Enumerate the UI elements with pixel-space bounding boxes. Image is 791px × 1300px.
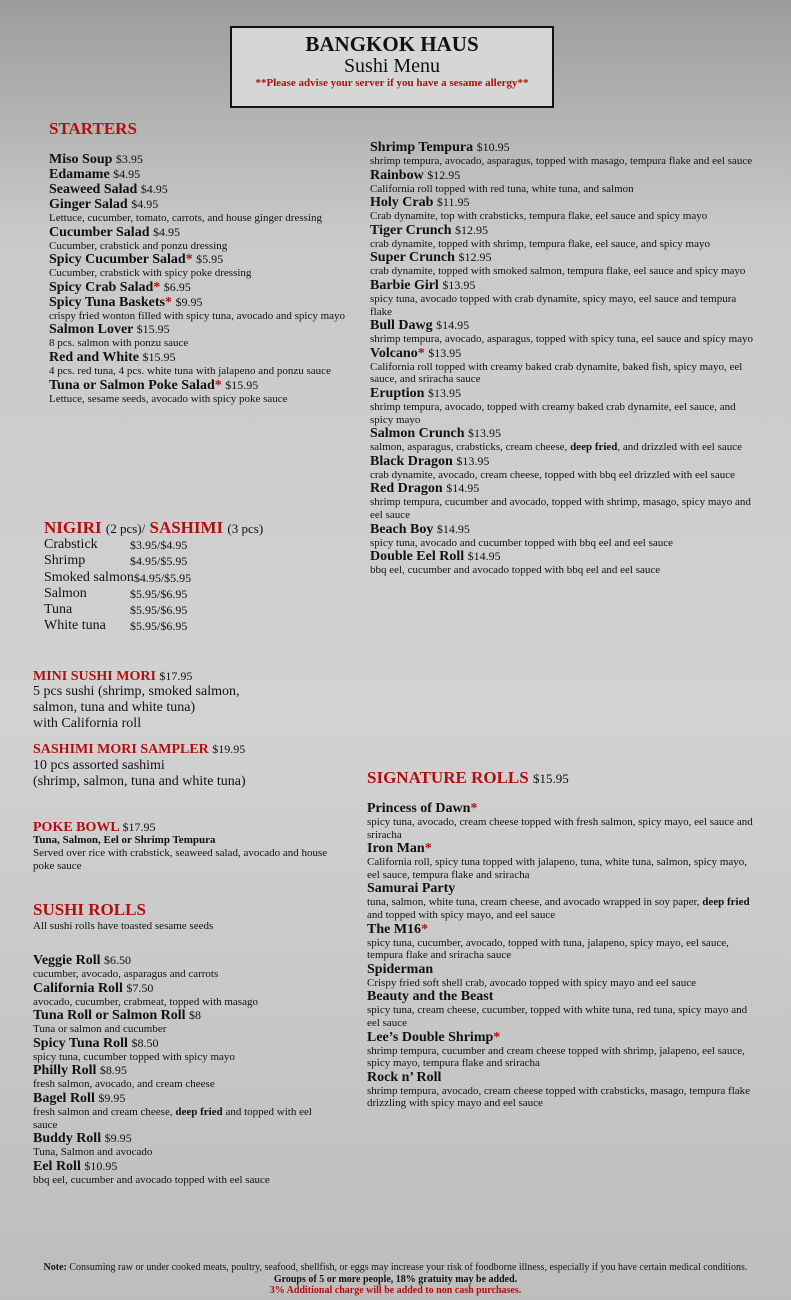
item-name: Holy Crab <box>370 195 434 211</box>
starters-list <box>49 152 349 405</box>
menu-item <box>49 350 349 378</box>
desc-part: , and drizzled with eel sauce <box>617 441 743 454</box>
menu-item-header <box>33 1063 323 1078</box>
item-name: Edamame <box>49 167 110 182</box>
item-description: California roll, spicy tuna topped with jalapeno, tuna, white tuna, salmon, spicy mayo, eel sauce, tempura flake and sriracha <box>367 856 748 881</box>
desc-emphasis: deep fried <box>570 441 618 454</box>
menu-item <box>367 922 757 962</box>
item-description: crab dynamite, topped with shrimp, tempura flake, eel sauce, and spicy mayo <box>370 237 710 250</box>
item-price: $15.95 <box>142 349 176 364</box>
item-name: California Roll <box>33 980 123 996</box>
nigiri-name: Salmon <box>44 585 87 601</box>
menu-item <box>49 295 349 323</box>
menu-subtitle: Sushi Menu <box>343 55 441 77</box>
menu-item-header <box>370 454 755 469</box>
item-price: $8.95 <box>99 1063 127 1078</box>
menu-item-header <box>367 922 757 937</box>
item-description: bbq eel, cucumber and avocado topped with eel sauce <box>33 1173 270 1186</box>
item-name: Spiderman <box>367 961 434 977</box>
menu-item <box>367 1070 757 1110</box>
menu-item-header <box>367 962 757 977</box>
item-price: $9.95 <box>98 1090 126 1105</box>
item-description: shrimp tempura, cucumber and avocado, topped with shrimp, masago, spicy mayo and eel sauce <box>370 496 751 521</box>
nigiri-price: $4.95/$5.95 <box>133 570 192 585</box>
item-description: spicy tuna, avocado topped with crab dynamite, spicy mayo, eel sauce and tempura flake <box>370 292 737 318</box>
desc-emphasis: deep fried <box>175 1105 223 1118</box>
item-price: $14.95 <box>446 481 480 496</box>
food-safety-note <box>40 1262 751 1285</box>
menu-item <box>33 1131 323 1159</box>
item-price: $4.95 <box>131 197 159 211</box>
nigiri-row <box>44 537 191 553</box>
nigiri-row <box>44 618 191 634</box>
item-description: crab dynamite, topped with smoked salmon, tempura flake, eel sauce and spicy mayo <box>370 265 746 278</box>
menu-item <box>33 1063 323 1091</box>
item-description: avocado, cucumber, crabmeat, topped with masago <box>33 995 258 1008</box>
item-name: Buddy Roll <box>33 1131 102 1147</box>
menu-item <box>370 168 755 196</box>
item-description: spicy tuna, avocado and cucumber topped with bbq eel and eel sauce <box>370 536 673 549</box>
menu-item-header <box>33 1036 323 1051</box>
item-description: spicy tuna, cucumber, avocado, topped with tuna, jalapeno, spicy mayo, eel sauce, tempura flake and sriracha sauce <box>367 936 729 962</box>
menu-item-header <box>370 522 755 537</box>
menu-item-header <box>370 140 755 155</box>
menu-item-header <box>49 197 349 212</box>
menu-item <box>49 197 349 225</box>
menu-item <box>33 1091 323 1131</box>
item-description: Crab dynamite, top with crabsticks, tempura flake, eel sauce and spicy mayo <box>370 210 708 223</box>
item-name: Rainbow <box>370 167 424 183</box>
signature-rolls-heading <box>367 768 569 789</box>
item-description: crab dynamite, avocado, cream cheese, topped with bbq eel drizzled with eel sauce <box>370 468 735 481</box>
menu-item <box>33 953 323 981</box>
menu-item-header <box>370 318 755 333</box>
mini-sushi-mori-desc <box>33 684 240 732</box>
item-name: Miso Soup <box>49 152 113 167</box>
menu-item-header <box>367 881 757 896</box>
signature-rolls-price: $15.95 <box>532 771 569 786</box>
item-name: Tuna or Salmon Poke Salad <box>49 377 215 393</box>
sushi-rolls-heading: SUSHI ROLLS <box>33 900 146 919</box>
item-description: Cucumber, crabstick with spicy poke dressing <box>49 267 252 280</box>
item-name: Salmon Crunch <box>370 426 465 442</box>
menu-item-header <box>367 1070 757 1085</box>
menu-item-header <box>370 250 755 265</box>
item-name: Red and White <box>49 349 139 365</box>
menu-item-header <box>49 322 349 337</box>
menu-item <box>370 278 755 318</box>
poke-bowl-title: POKE BOWL <box>33 820 119 835</box>
item-price: $13.95 <box>427 385 461 400</box>
poke-bowl-body <box>33 834 333 872</box>
menu-item <box>49 182 349 197</box>
menu-item <box>370 481 755 521</box>
item-price: $13.95 <box>442 277 476 292</box>
item-name: Beauty and the Beast <box>367 989 494 1005</box>
desc-part: fresh salmon and cream cheese, <box>33 1105 176 1118</box>
menu-item <box>370 522 755 550</box>
menu-item <box>367 881 757 921</box>
menu-item <box>367 1030 757 1070</box>
desc-part: and topped with spicy mayo, and eel sauce <box>367 908 556 921</box>
spicy-star: * <box>214 377 222 393</box>
menu-item <box>367 989 757 1029</box>
menu-item <box>49 167 349 182</box>
sashimi-sampler-desc <box>33 758 246 790</box>
specialty-rolls-list <box>370 140 755 577</box>
menu-item-header <box>370 386 755 401</box>
item-name: Seaweed Salad <box>49 182 138 197</box>
note-text: Consuming raw or under cooked meats, poultry, seafood, shellfish, or eggs may increase your risk of foodborne illness, especially if you have certain medical conditions. <box>66 1262 748 1273</box>
menu-item <box>33 1008 323 1036</box>
menu-item <box>49 252 349 280</box>
mini-mori-line: with California roll <box>33 716 142 731</box>
menu-item <box>370 223 755 251</box>
item-description: spicy tuna, cream cheese, cucumber, topped with white tuna, red tuna, spicy mayo and eel sauce <box>367 1004 748 1029</box>
menu-item <box>33 1159 323 1187</box>
item-name: Tiger Crunch <box>370 222 452 238</box>
nigiri-heading: NIGIRI <box>44 518 102 537</box>
menu-item-header <box>370 278 755 293</box>
nigiri-price: $5.95/$6.95 <box>130 586 188 601</box>
mini-sushi-mori-price: $17.95 <box>159 669 193 683</box>
menu-item <box>49 280 349 295</box>
menu-item-header <box>33 953 323 968</box>
item-price: $13.95 <box>456 453 490 468</box>
nigiri-sashimi-heading <box>44 518 263 539</box>
item-price: $14.95 <box>436 521 470 536</box>
menu-item <box>367 962 757 990</box>
menu-item-header <box>33 981 323 996</box>
item-price: $14.95 <box>436 318 470 333</box>
item-name: Iron Man <box>367 841 425 857</box>
menu-item <box>370 346 755 386</box>
item-name: Red Dragon <box>370 481 443 497</box>
item-name: Eel Roll <box>33 1158 81 1174</box>
menu-item <box>370 318 755 346</box>
nigiri-price: $3.95/$4.95 <box>130 538 188 552</box>
menu-item-header <box>49 295 349 310</box>
item-name: Double Eel Roll <box>370 549 465 565</box>
item-name: Lee’s Double Shrimp <box>367 1029 494 1045</box>
item-name: Veggie Roll <box>33 953 101 968</box>
item-name: Cucumber Salad <box>49 224 150 240</box>
sashimi-heading: SASHIMI <box>149 518 224 537</box>
item-name: Spicy Cucumber Salad <box>49 252 186 268</box>
footer-note <box>40 1262 751 1297</box>
menu-item-header <box>49 167 349 182</box>
item-price: $6.50 <box>104 953 132 967</box>
menu-item-header <box>367 801 757 816</box>
signature-rolls-list <box>367 801 757 1110</box>
menu-item <box>370 140 755 168</box>
menu-item-header <box>367 1030 757 1045</box>
menu-item-header <box>49 350 349 365</box>
sashimi-pcs: (3 pcs) <box>227 521 264 536</box>
desc-part: tuna, salmon, white tuna, cream cheese, and avocado wrapped in soy paper, <box>367 896 703 909</box>
nigiri-name: Smoked salmon <box>44 569 134 585</box>
poke-bowl-desc: Served over rice with crabstick, seaweed salad, avocado and house poke sauce <box>33 847 328 872</box>
spicy-star: * <box>470 801 478 816</box>
menu-item <box>367 841 757 881</box>
item-name: Beach Boy <box>370 521 434 537</box>
item-name: Spicy Tuna Baskets <box>49 294 165 310</box>
menu-item-header <box>33 1091 323 1106</box>
menu-item <box>33 1036 323 1064</box>
nigiri-row <box>44 602 191 618</box>
nigiri-row <box>44 586 191 602</box>
item-description: Crispy fried soft shell crab, avocado topped with spicy mayo and eel sauce <box>367 976 696 989</box>
item-name: Super Crunch <box>370 250 455 266</box>
item-description: spicy tuna, avocado, cream cheese topped with fresh salmon, spicy mayo, eel sauce and sriracha <box>367 816 753 841</box>
menu-item <box>370 454 755 482</box>
surcharge-note: 3% Additional charge will be added to non cash purchases. <box>269 1285 522 1296</box>
menu-item-header <box>370 481 755 496</box>
item-price: $3.95 <box>115 152 143 166</box>
menu-item <box>370 250 755 278</box>
item-name: Tuna Roll or Salmon Roll <box>33 1008 186 1024</box>
nigiri-name: White tuna <box>44 618 106 634</box>
item-price: $10.95 <box>84 1158 118 1173</box>
item-price: $6.95 <box>163 279 191 294</box>
item-description: Lettuce, sesame seeds, avocado with spicy poke sauce <box>49 392 288 405</box>
item-price: $12.95 <box>427 167 461 182</box>
item-name: Eruption <box>370 385 425 401</box>
note-label: Note: <box>43 1262 67 1273</box>
menu-item-header <box>370 195 755 210</box>
menu-item <box>49 378 349 406</box>
menu-item-header <box>33 1131 323 1146</box>
item-name: Bull Dawg <box>370 318 433 334</box>
menu-item <box>367 801 757 841</box>
menu-item-header <box>49 225 349 240</box>
menu-item <box>33 981 323 1009</box>
item-description: crispy fried wonton filled with spicy tuna, avocado and spicy mayo <box>49 309 346 322</box>
mini-sushi-mori-title: MINI SUSHI MORI <box>33 669 156 684</box>
menu-item-header <box>49 152 349 167</box>
item-name: The M16 <box>367 921 422 937</box>
nigiri-price-list <box>44 537 191 635</box>
nigiri-name: Crabstick <box>44 537 98 552</box>
gratuity-note: Groups of 5 or more people, 18% gratuity may be added. <box>273 1273 518 1285</box>
sashimi-sampler-price: $19.95 <box>212 742 246 756</box>
desc-part: and topped with eel sauce <box>33 1105 312 1131</box>
item-description: fresh salmon, avocado, and cream cheese <box>33 1078 215 1091</box>
item-price: $13.95 <box>468 426 502 441</box>
item-price: $10.95 <box>476 140 510 154</box>
item-description: shrimp tempura, avocado, asparagus, topped with spicy tuna, eel sauce and spicy mayo <box>370 333 754 346</box>
item-description: bbq eel, cucumber and avocado topped with bbq eel and eel sauce <box>370 564 661 577</box>
menu-item-header <box>370 168 755 183</box>
menu-item-header <box>49 182 349 197</box>
item-name: Rock n’ Roll <box>367 1069 442 1085</box>
starters-heading: STARTERS <box>49 119 137 138</box>
item-description <box>370 441 755 454</box>
poke-bowl-options: Tuna, Salmon, Eel or Shrimp Tempura <box>33 834 216 846</box>
spicy-star: * <box>417 345 425 361</box>
menu-item <box>49 152 349 167</box>
menu-item-header <box>370 426 755 441</box>
spicy-star: * <box>424 841 432 857</box>
item-description: shrimp tempura, avocado, topped with creamy baked crab dynamite, eel sauce, and spicy mayo <box>370 400 736 426</box>
menu-item-header <box>370 223 755 238</box>
item-price: $11.95 <box>436 195 470 210</box>
sashimi-sampler-title: SASHIMI MORI SAMPLER <box>33 742 209 757</box>
menu-item-header <box>33 1008 323 1023</box>
menu-item-header <box>370 346 755 361</box>
item-price: $5.95 <box>196 252 224 267</box>
item-price: $14.95 <box>467 549 501 564</box>
item-price: $8.50 <box>131 1035 159 1050</box>
item-description: California roll topped with red tuna, white tuna, and salmon <box>370 182 634 195</box>
nigiri-name: Shrimp <box>44 553 86 569</box>
menu-item <box>49 322 349 350</box>
item-name: Shrimp Tempura <box>370 140 474 155</box>
item-name: Bagel Roll <box>33 1090 95 1106</box>
item-name: Volcano <box>370 345 418 361</box>
item-description: Tuna, Salmon and avocado <box>33 1146 153 1159</box>
nigiri-price: $5.95/$6.95 <box>130 619 188 634</box>
mini-mori-line: 5 pcs sushi (shrimp, smoked salmon, <box>33 684 240 699</box>
sashimi-sampler-heading <box>33 739 245 760</box>
item-description: 8 pcs. salmon with ponzu sauce <box>49 337 189 350</box>
item-name: Barbie Girl <box>370 277 439 293</box>
item-name: Samurai Party <box>367 881 456 897</box>
item-name: Spicy Tuna Roll <box>33 1035 128 1051</box>
item-name: Philly Roll <box>33 1063 97 1079</box>
item-price: $15.95 <box>136 322 170 337</box>
menu-item <box>370 386 755 426</box>
menu-item <box>370 195 755 223</box>
item-description: shrimp tempura, avocado, cream cheese topped with crabsticks, masago, tempura flake drizzling with spicy mayo and eel sauce <box>367 1084 751 1110</box>
item-description: shrimp tempura, cucumber and cream cheese topped with shrimp, jalapeno, eel sauce, spicy mayo, tempura flake and sriracha <box>367 1044 745 1070</box>
item-description: spicy tuna, cucumber topped with spicy mayo <box>33 1050 235 1063</box>
nigiri-row <box>44 570 191 586</box>
signature-rolls-title: SIGNATURE ROLLS <box>367 768 529 787</box>
item-description: shrimp tempura, avocado, asparagus, topped with masago, tempura flake and eel sauce <box>370 155 753 167</box>
spicy-star: * <box>185 252 193 268</box>
menu-item-header <box>370 549 755 564</box>
item-name: Black Dragon <box>370 453 453 469</box>
desc-emphasis: deep fried <box>702 896 750 909</box>
item-price: $12.95 <box>455 222 489 237</box>
sushi-rolls-list <box>33 953 323 1186</box>
menu-item <box>49 225 349 253</box>
menu-item-header <box>49 280 349 295</box>
menu-item <box>370 549 755 577</box>
spicy-star: * <box>153 279 161 295</box>
item-description: 4 pcs. red tuna, 4 pcs. white tuna with jalapeno and ponzu sauce <box>49 364 331 377</box>
item-name: Salmon Lover <box>49 322 134 338</box>
nigiri-price: $5.95/$6.95 <box>130 603 188 618</box>
poke-bowl-price: $17.95 <box>122 820 156 834</box>
sushi-rolls-note: All sushi rolls have toasted sesame seeds <box>33 920 214 932</box>
item-price: $4.95 <box>152 224 180 239</box>
item-price: $4.95 <box>140 182 168 196</box>
nigiri-price: $4.95/$5.95 <box>130 554 188 569</box>
sesame-warning: **Please advise your server if you have a sesame allergy** <box>255 77 529 89</box>
item-name: Princess of Dawn <box>367 801 471 816</box>
item-price: $13.95 <box>428 345 462 360</box>
item-price: $12.95 <box>458 250 492 265</box>
item-price: $9.95 <box>104 1131 132 1146</box>
sampler-line: 10 pcs assorted sashimi <box>33 758 165 773</box>
item-price: $9.95 <box>175 294 203 309</box>
sampler-line: (shrimp, salmon, tuna and white tuna) <box>33 774 246 789</box>
item-price: $7.50 <box>126 980 154 995</box>
menu-item-header <box>33 1159 323 1174</box>
desc-part: salmon, asparagus, crabsticks, cream cheese, <box>370 441 571 454</box>
item-description: California roll topped with creamy baked crab dynamite, baked fish, spicy mayo, eel sauce, and sriracha sauce <box>370 360 743 386</box>
item-description <box>367 896 757 921</box>
menu-item-header <box>49 252 349 267</box>
spicy-star: * <box>421 921 429 937</box>
spicy-star: * <box>164 294 172 310</box>
restaurant-name: BANGKOK HAUS <box>305 32 479 56</box>
nigiri-row <box>44 553 191 569</box>
item-description: cucumber, avocado, asparagus and carrots <box>33 968 219 980</box>
menu-item-header <box>367 841 757 856</box>
menu-header-box <box>230 26 554 108</box>
menu-item <box>370 426 755 454</box>
item-name: Spicy Crab Salad <box>49 279 154 295</box>
menu-item-header <box>367 989 757 1004</box>
item-price: $4.95 <box>113 167 141 181</box>
nigiri-name: Tuna <box>44 602 73 618</box>
nigiri-pcs: (2 pcs)/ <box>105 521 146 536</box>
mini-mori-line: salmon, tuna and white tuna) <box>33 700 196 715</box>
item-description: Cucumber, crabstick and ponzu dressing <box>49 239 228 252</box>
spicy-star: * <box>493 1029 501 1045</box>
menu-item-header <box>49 378 349 393</box>
item-description <box>33 1106 323 1131</box>
item-description: Lettuce, cucumber, tomato, carrots, and house ginger dressing <box>49 212 322 224</box>
item-price: $8 <box>189 1008 201 1023</box>
item-price: $15.95 <box>225 377 259 392</box>
item-name: Ginger Salad <box>49 197 128 212</box>
item-description: Tuna or salmon and cucumber <box>33 1023 167 1036</box>
